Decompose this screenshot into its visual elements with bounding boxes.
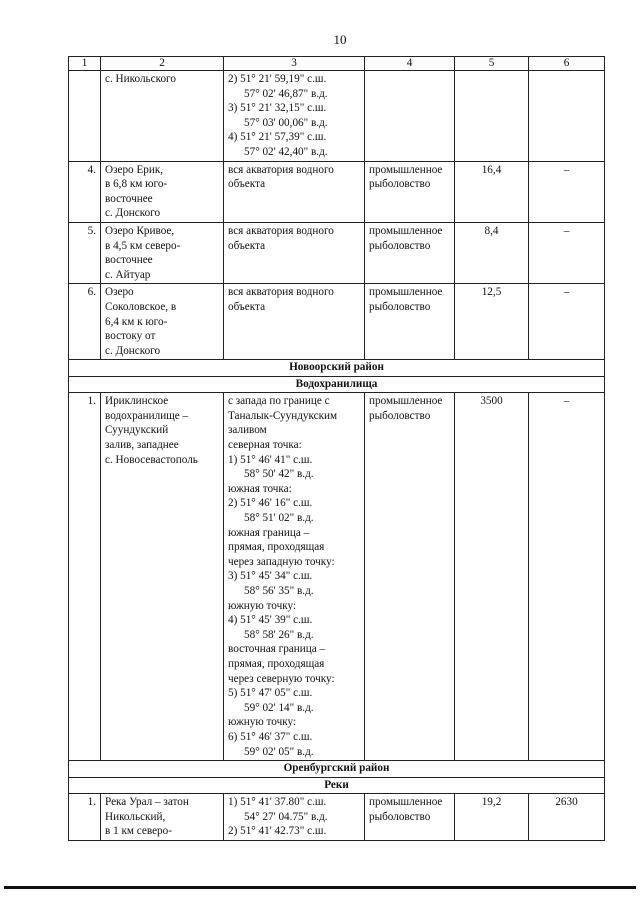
water-body-name-line: Суундукский: [105, 424, 169, 437]
boundary-coordinates: [224, 794, 365, 841]
water-body-name-line: в 6,8 км юго-: [105, 178, 168, 191]
fishing-areas-table: [68, 56, 605, 841]
area-value: 3500: [455, 393, 529, 761]
boundary-coordinates-line: 57° 03' 00,06" в.д.: [244, 116, 328, 129]
water-body-name: [101, 161, 224, 222]
water-body-name-line: в 1 км северо-: [105, 825, 172, 838]
table-row: [69, 284, 605, 360]
row-number: 1.: [69, 393, 101, 761]
usage-type-line: рыболовство: [369, 178, 431, 191]
water-body-name-line: Река Урал – затон: [105, 796, 189, 809]
section-heading-row: [69, 360, 605, 377]
water-body-name-line: с. Новосевастополь: [105, 453, 198, 466]
usage-type: [365, 794, 455, 841]
water-body-name-line: с. Донского: [105, 207, 161, 220]
boundary-coordinates-line: 58° 58' 26" в.д.: [244, 628, 314, 641]
usage-type-line: рыболовство: [369, 409, 431, 422]
boundary-coordinates-line: 2) 51° 21' 59,19" с.ш.: [228, 73, 327, 85]
column-header: 2: [101, 57, 224, 71]
water-body-name-line: водохранилище –: [105, 409, 189, 422]
area-value: 19,2: [455, 794, 529, 841]
water-body-name-line: Никольский,: [105, 810, 166, 823]
usage-type: [365, 222, 455, 283]
boundary-coordinates-line: 4) 51° 45' 39" с.ш.: [228, 614, 313, 627]
boundary-coordinates-line: вся акватория водного: [228, 224, 334, 237]
section-heading: Водохранилища: [69, 376, 605, 393]
boundary-coordinates-line: через западную точку:: [228, 555, 335, 568]
boundary-coordinates-line: 3) 51° 21' 32,15" с.ш.: [228, 102, 327, 115]
column-6-value: –: [529, 393, 605, 761]
usage-type-line: промышленное: [369, 796, 443, 809]
boundary-coordinates: [224, 284, 365, 360]
boundary-coordinates-line: южная граница –: [228, 526, 310, 539]
boundary-coordinates-line: южную точку:: [228, 599, 297, 612]
column-6-value: 2630: [529, 794, 605, 841]
boundary-coordinates-line: объекта: [228, 239, 266, 252]
area-value: [455, 71, 529, 162]
boundary-coordinates-line: 58° 51' 02" в.д.: [244, 512, 314, 525]
boundary-coordinates-line: 1) 51° 41' 37.80" с.ш.: [228, 796, 327, 809]
column-number-row: [69, 57, 605, 71]
column-header: 6: [529, 57, 605, 71]
column-6-value: [529, 71, 605, 162]
water-body-name-line: с. Айтуар: [105, 268, 151, 281]
water-body-name-line: Озеро Ерик,: [105, 163, 164, 176]
column-6-value: –: [529, 222, 605, 283]
boundary-coordinates: [224, 161, 365, 222]
water-body-name-line: Озеро: [105, 286, 134, 299]
row-number: 1.: [69, 794, 101, 841]
boundary-coordinates: [224, 222, 365, 283]
area-value: 12,5: [455, 284, 529, 360]
usage-type-line: промышленное: [369, 395, 443, 408]
water-body-name-line: с. Никольского: [105, 73, 176, 85]
boundary-coordinates-line: восточная граница –: [228, 643, 326, 656]
boundary-coordinates-line: прямая, проходящая: [228, 541, 325, 554]
boundary-coordinates-line: 58° 56' 35" в.д.: [244, 585, 314, 597]
column-header: 4: [365, 57, 455, 71]
boundary-coordinates-line: вся акватория водного: [228, 286, 334, 299]
column-header: 1: [69, 57, 101, 71]
section-heading: Оренбургский район: [69, 761, 605, 778]
boundary-coordinates-line: с запада по границе с: [228, 395, 330, 408]
row-number: 4.: [69, 161, 101, 222]
page-bottom-rule: [4, 886, 636, 889]
water-body-name-line: Ириклинское: [105, 395, 169, 408]
usage-type-line: промышленное: [369, 286, 443, 299]
boundary-coordinates-line: 57° 02' 42,40" в.д.: [244, 145, 328, 158]
section-heading-row: [69, 761, 605, 778]
boundary-coordinates-line: заливом: [228, 424, 267, 437]
usage-type: [365, 161, 455, 222]
water-body-name: [101, 284, 224, 360]
table-row: [69, 161, 605, 222]
water-body-name-line: востоку от: [105, 330, 156, 343]
column-6-value: –: [529, 161, 605, 222]
boundary-coordinates-line: объекта: [228, 178, 266, 191]
boundary-coordinates-line: 2) 51° 41' 42.73" с.ш.: [228, 825, 327, 838]
table-row: [69, 222, 605, 283]
row-number: [69, 71, 101, 162]
section-heading-row: [69, 376, 605, 393]
boundary-coordinates-line: 58° 50' 42" в.д.: [244, 468, 314, 481]
boundary-coordinates-line: 1) 51° 46' 41" с.ш.: [228, 453, 313, 466]
boundary-coordinates-line: через северную точку:: [228, 672, 335, 685]
table-body: [69, 71, 605, 841]
boundary-coordinates-line: южную точку:: [228, 716, 297, 729]
boundary-coordinates-line: северная точка:: [228, 439, 302, 452]
boundary-coordinates-line: 5) 51° 47' 05" с.ш.: [228, 687, 313, 700]
section-heading-row: [69, 777, 605, 794]
water-body-name-line: восточнее: [105, 192, 153, 205]
water-body-name-line: залив, западнее: [105, 439, 179, 452]
boundary-coordinates-line: 4) 51° 21' 57,39" с.ш.: [228, 131, 327, 144]
boundary-coordinates-line: объекта: [228, 300, 266, 313]
boundary-coordinates: [224, 71, 365, 162]
usage-type-line: промышленное: [369, 163, 443, 176]
boundary-coordinates: [224, 393, 365, 761]
boundary-coordinates-line: 54° 27' 04.75" в.д.: [244, 810, 328, 823]
usage-type: [365, 393, 455, 761]
boundary-coordinates-line: 2) 51° 46' 16" с.ш.: [228, 497, 313, 510]
usage-type-line: рыболовство: [369, 300, 431, 313]
boundary-coordinates-line: Таналык-Суундукским: [228, 409, 338, 422]
section-heading: Реки: [69, 777, 605, 794]
usage-type-line: промышленное: [369, 224, 443, 237]
column-6-value: –: [529, 284, 605, 360]
water-body-name: [101, 222, 224, 283]
boundary-coordinates-line: 59° 02' 14" в.д.: [244, 701, 314, 714]
water-body-name-line: Озеро Кривое,: [105, 224, 175, 237]
boundary-coordinates-line: вся акватория водного: [228, 163, 334, 176]
column-header: 5: [455, 57, 529, 71]
water-body-name-line: в 4,5 км северо-: [105, 239, 181, 252]
boundary-coordinates-line: 59° 02' 05" в.д.: [244, 745, 314, 758]
section-heading: Новоорский район: [69, 360, 605, 377]
table-row: [69, 71, 605, 162]
water-body-name-line: 6,4 км к юго-: [105, 315, 168, 328]
water-body-name-line: восточнее: [105, 254, 153, 267]
row-number: 5.: [69, 222, 101, 283]
column-header: 3: [224, 57, 365, 71]
boundary-coordinates-line: прямая, проходящая: [228, 657, 325, 670]
water-body-name: [101, 393, 224, 761]
area-value: 16,4: [455, 161, 529, 222]
table-row: [69, 393, 605, 761]
boundary-coordinates-line: 6) 51° 46' 37" с.ш.: [228, 730, 313, 743]
usage-type-line: рыболовство: [369, 810, 431, 823]
table-row: [69, 794, 605, 841]
usage-type: [365, 284, 455, 360]
boundary-coordinates-line: 57° 02' 46,87" в.д.: [244, 87, 328, 100]
boundary-coordinates-line: южная точка:: [228, 482, 292, 495]
usage-type: [365, 71, 455, 162]
page-number: 10: [333, 32, 347, 47]
area-value: 8,4: [455, 222, 529, 283]
water-body-name-line: с. Донского: [105, 344, 161, 357]
boundary-coordinates-line: 3) 51° 45' 34" с.ш.: [228, 570, 313, 583]
water-body-name-line: Соколовское, в: [105, 300, 177, 313]
usage-type-line: рыболовство: [369, 239, 431, 252]
water-body-name: [101, 794, 224, 841]
water-body-name: [101, 71, 224, 162]
row-number: 6.: [69, 284, 101, 360]
